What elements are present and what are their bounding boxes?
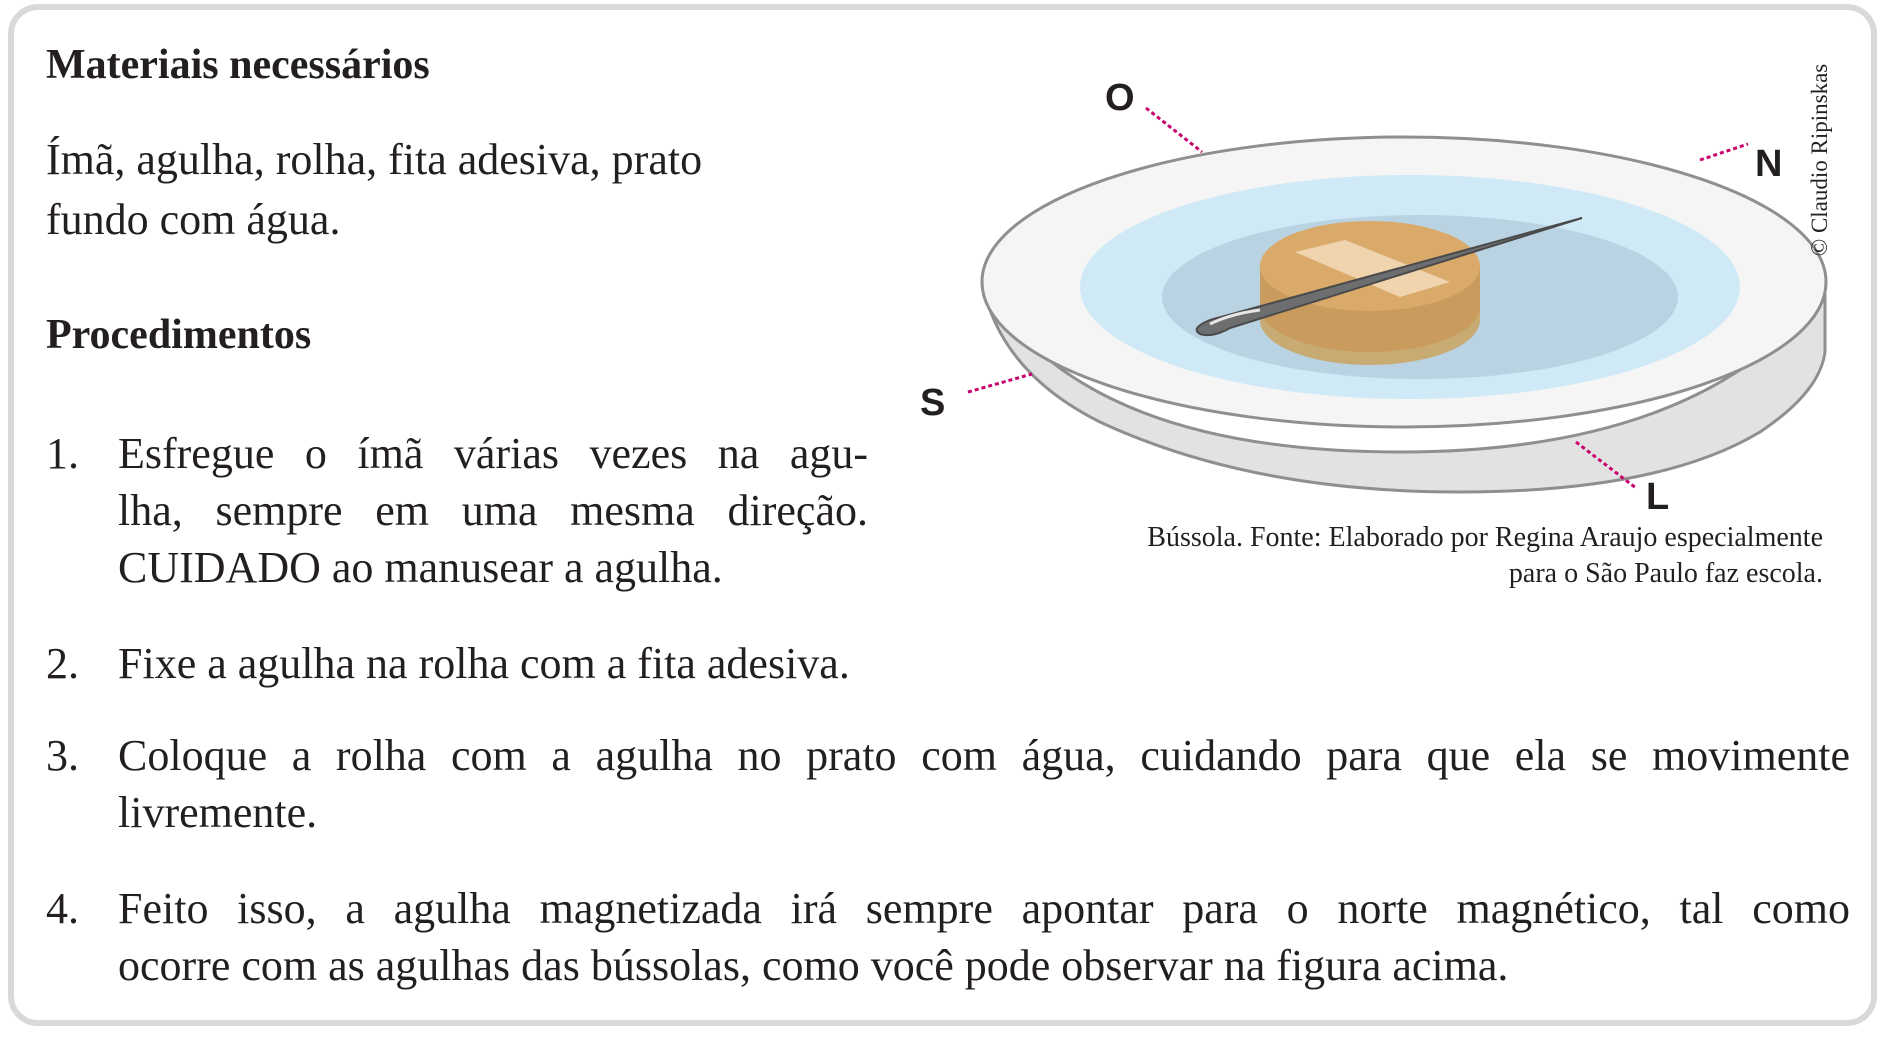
materials-line: fundo com água. xyxy=(46,195,341,244)
figure-caption xyxy=(1147,520,1823,592)
step-line: lha, sempre em uma mesma direção. xyxy=(118,486,868,535)
step-text xyxy=(118,880,1850,994)
procedures-heading: Procedimentos xyxy=(46,312,312,358)
materials-heading: Materiais necessários xyxy=(46,42,430,88)
step-text xyxy=(118,635,850,692)
step-text xyxy=(118,727,1850,841)
materials-text xyxy=(46,130,702,250)
step-text xyxy=(118,425,868,596)
cork xyxy=(1260,221,1480,365)
step-number: 2. xyxy=(46,639,79,688)
step-line: Fixe a agulha na rolha com a fita adesiva. xyxy=(118,639,850,688)
caption-line: para o São Paulo faz escola. xyxy=(1508,558,1823,589)
materials-line: Ímã, agulha, rolha, fita adesiva, prato xyxy=(46,135,703,184)
step-number: 4. xyxy=(46,884,79,933)
image-credit: © Claudio Ripinskas xyxy=(1807,63,1832,257)
step-number: 3. xyxy=(46,731,79,780)
step-number: 1. xyxy=(46,429,79,478)
step-line: CUIDADO ao manusear a agulha. xyxy=(118,543,723,592)
caption-line: Bússola. Fonte: Elaborado por Regina Araujo especialmente xyxy=(1147,522,1823,553)
north-label: N xyxy=(1755,143,1783,185)
east-label: L xyxy=(1646,476,1670,518)
step-line: ocorre com as agulhas das bússolas, como você pode observar na figura acima. xyxy=(118,941,1509,990)
step-line: Coloque a rolha com a agulha no prato com água, cuidando para que ela se movimente xyxy=(118,731,1850,780)
step-line: Feito isso, a agulha magnetizada irá sempre apontar para o norte magnético, tal como xyxy=(118,884,1850,933)
step-line: livremente. xyxy=(118,788,318,837)
step-line: Esfregue o ímã várias vezes na agu- xyxy=(118,429,868,478)
south-label: S xyxy=(920,382,946,424)
compass-illustration xyxy=(900,52,1880,522)
west-label: O xyxy=(1105,77,1135,119)
